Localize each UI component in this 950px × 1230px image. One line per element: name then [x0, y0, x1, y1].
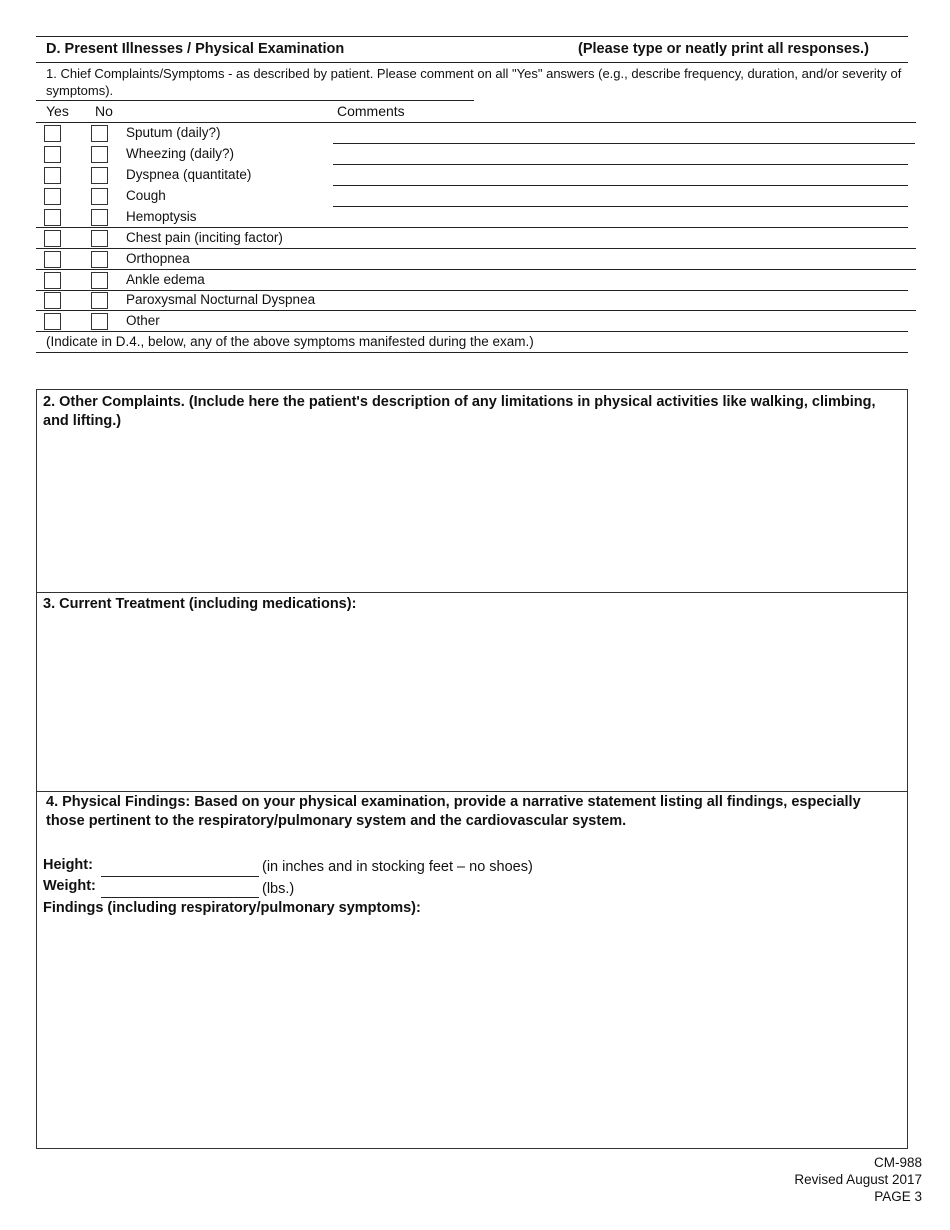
section-instruction: (Please type or neatly print all responses.) — [578, 41, 869, 57]
symptom-label: Cough — [126, 188, 166, 203]
no-checkbox[interactable] — [91, 292, 108, 309]
symptoms-bottom-rule — [36, 331, 908, 332]
yes-checkbox[interactable] — [44, 146, 61, 163]
indicate-note: (Indicate in D.4., below, any of the above symptoms manifested during the exam.) — [46, 334, 534, 349]
no-checkbox[interactable] — [91, 230, 108, 247]
other-complaints-label: 2. Other Complaints. (Include here the patient's description of any limitations in physical activities like walking, climbing, and lifting.) — [43, 394, 876, 429]
symptom-row — [36, 270, 916, 291]
top-rule — [36, 36, 908, 37]
symptom-label: Orthopnea — [126, 251, 190, 266]
indicate-rule — [36, 352, 908, 353]
yes-checkbox[interactable] — [44, 313, 61, 330]
physical-findings-label: 4. Physical Findings: Based on your physical examination, provide a narrative statement listing all findings, especially those pertinent to the respiratory/pulmonary system and the cardiovascular system. — [46, 794, 861, 829]
symptom-row — [36, 186, 916, 207]
form-id: CM-988 — [873, 1155, 922, 1170]
no-checkbox[interactable] — [91, 272, 108, 289]
symptom-label: Paroxysmal Nocturnal Dyspnea — [126, 292, 316, 307]
chief-complaints-intro: 1. Chief Complaints/Symptoms - as described by patient. Please comment on all "Yes" answers (e.g., describe frequency, duration, and/or severity of symptoms). — [46, 66, 902, 98]
current-treatment-area[interactable] — [37, 616, 907, 791]
symptom-row — [36, 165, 916, 186]
yes-checkbox[interactable] — [44, 292, 61, 309]
symptom-label: Sputum (daily?) — [126, 125, 221, 140]
symptom-row — [36, 207, 916, 228]
symptom-label: Dyspnea (quantitate) — [126, 167, 252, 182]
symptom-label: Hemoptysis — [126, 209, 197, 224]
symptom-row — [36, 144, 916, 165]
section-rule — [36, 62, 908, 63]
intro-underline — [36, 100, 474, 101]
no-checkbox[interactable] — [91, 167, 108, 184]
height-note: (in inches and in stocking feet – no shoes) — [262, 859, 533, 875]
yes-checkbox[interactable] — [44, 125, 61, 142]
no-checkbox[interactable] — [91, 209, 108, 226]
no-checkbox[interactable] — [91, 251, 108, 268]
symptom-row — [36, 228, 916, 249]
yes-checkbox[interactable] — [44, 209, 61, 226]
narrative-box — [36, 389, 908, 1149]
symptom-row — [36, 311, 916, 332]
symptom-label: Wheezing (daily?) — [126, 146, 235, 161]
symptom-label: Ankle edema — [126, 272, 205, 287]
weight-note: (lbs.) — [262, 881, 295, 897]
section-divider — [37, 791, 907, 792]
height-input[interactable] — [101, 876, 259, 877]
no-checkbox[interactable] — [91, 188, 108, 205]
no-checkbox[interactable] — [91, 146, 108, 163]
weight-label: Weight: — [43, 878, 96, 894]
symptom-label: Chest pain (inciting factor) — [126, 230, 283, 245]
revision-date: Revised August 2017 — [794, 1172, 922, 1187]
column-header-no: No — [95, 103, 113, 119]
findings-label: Findings (including respiratory/pulmonary symptoms): — [43, 900, 421, 916]
findings-area[interactable] — [37, 920, 907, 1148]
symptom-row — [36, 290, 916, 311]
no-checkbox[interactable] — [91, 313, 108, 330]
yes-checkbox[interactable] — [44, 188, 61, 205]
other-complaints-area[interactable] — [37, 434, 907, 592]
yes-checkbox[interactable] — [44, 230, 61, 247]
section-title: D. Present Illnesses / Physical Examination — [46, 41, 345, 57]
column-header-comments: Comments — [337, 103, 405, 119]
height-label: Height: — [43, 857, 93, 873]
yes-checkbox[interactable] — [44, 251, 61, 268]
current-treatment-label: 3. Current Treatment (including medications): — [43, 596, 357, 612]
weight-input[interactable] — [101, 897, 259, 898]
yes-checkbox[interactable] — [44, 272, 61, 289]
yes-checkbox[interactable] — [44, 167, 61, 184]
section-divider — [37, 592, 907, 593]
no-checkbox[interactable] — [91, 125, 108, 142]
symptom-row — [36, 123, 916, 144]
symptom-row — [36, 249, 916, 270]
symptom-label: Other — [126, 313, 160, 328]
page-number: PAGE 3 — [874, 1189, 922, 1204]
column-header-yes: Yes — [46, 103, 69, 119]
